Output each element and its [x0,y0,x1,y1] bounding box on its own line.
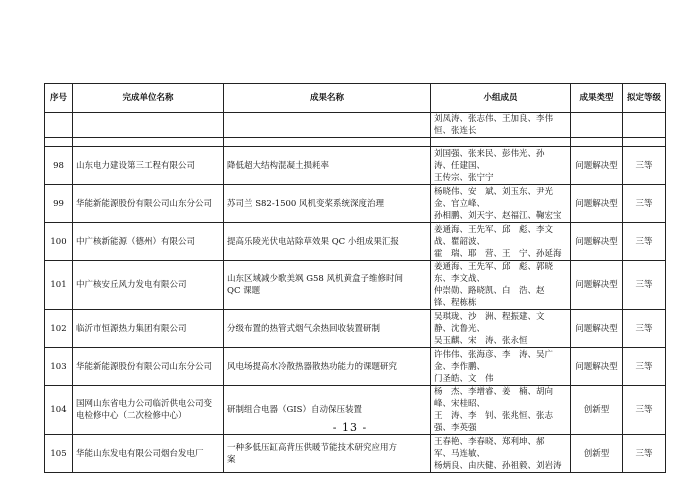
cell-no: 98 [45,147,73,185]
results-table [44,83,666,473]
cell-members: 刘凤涛、张志伟、王加良、李伟恒、张连长 [431,113,571,138]
cell-unit: 中广核新能源（德州）有限公司 [73,223,224,261]
col-header-grade: 拟定等级 [623,84,666,113]
cell-title: 苏司兰 S82-1500 风机变桨系统深度治理 [224,185,431,223]
cell-grade: 三等 [623,261,666,310]
cell-line: 案 [227,454,236,465]
header-row [45,84,666,113]
cell-type: 问题解决型 [571,261,623,310]
cell-no: 100 [45,223,73,261]
page-number: - 13 - [332,421,368,434]
cell-unit: 临沂市恒源热力集团有限公司 [73,310,224,348]
cell-no: 103 [45,348,73,386]
cell-members [431,435,571,473]
col-header-unit: 完成单位名称 [73,84,224,113]
col-header-members: 小组成员 [431,84,571,113]
table-row [45,147,666,185]
cell-type: 问题解决型 [571,223,623,261]
table-row [45,223,666,261]
cell-members [431,310,571,348]
cell-title: 分级布置的热管式烟气余热回收装置研制 [224,310,431,348]
table-row [45,435,666,473]
cell-line: 仲崇勋、路晓凯、白 浩、赵 锋、程栋栋 [434,286,554,308]
cell-type [571,113,623,138]
cell-grade: 三等 [623,435,666,473]
cell-grade: 三等 [623,310,666,348]
cell-no: 99 [45,185,73,223]
cell-line: 山东区域减少歌美飒 G58 风机黄盒子维修时间 [227,274,404,284]
cell-type: 问题解决型 [571,185,623,223]
cell-line: 吴琪珑、沙 洲、程振建、文 静、沈鲁光、 [434,311,554,334]
cell-no: 105 [45,435,73,473]
cell-line: 刘国强、张来民、彭伟光、孙 涛、任建国、 [434,148,554,171]
cell-members [431,261,571,310]
cell-no [45,113,73,138]
cell-unit: 山东电力建设第三工程有限公司 [73,147,224,185]
col-header-type: 成果类型 [571,84,623,113]
cell-unit: 中广核安丘风力发电有限公司 [73,261,224,310]
cell-line: 许伟伟、张海彦、李 涛、吴广金、李作鹏、 [434,349,554,372]
cell-line: 国网山东省电力公司临沂供电公司变 [76,399,213,409]
cell-line: 王传宗、张宁宁 [434,172,494,183]
cell-grade: 三等 [623,185,666,223]
cell-unit [73,113,224,138]
cell-grade: 三等 [623,223,666,261]
cell-line: 孙相鹏、刘天宇、赵福江、鞠宏宝 [434,210,562,221]
cell-line: 霍 瑞、耶 营、王 宁、孙延海 [434,248,562,259]
cell-no: 102 [45,310,73,348]
cell-type: 问题解决型 [571,147,623,185]
cell-line: 吴玉麒、宋 涛、张永恒 [434,335,528,346]
cell-line: 一种多低压缸高背压供暖节能技术研究应用方 [227,442,398,453]
col-header-title: 成果名称 [224,84,431,113]
cell-line: 杨 杰、李增睿、姜 楠、胡向峰、宋桂昭、 [434,387,554,409]
cell-type: 问题解决型 [571,348,623,386]
cell-title [224,435,431,473]
cell-line: 电检修中心（二次检修中心） [76,411,187,421]
cell-members [431,223,571,261]
cell-title: 风电场提高水冷散热器散热功能力的课题研究 [224,348,431,386]
cell-line: 王春艳、李春晓、郑利坤、郝 军、马连敏、 [434,436,554,459]
table-row-continued [45,113,666,138]
cell-no: 101 [45,261,73,310]
cell-grade [623,113,666,138]
cell-title [224,113,431,138]
cell-title: 提高乐陵光伏电站除草效果 QC 小组成果汇报 [224,223,431,261]
table-row [45,261,666,310]
table-spacer-row [45,138,666,147]
cell-line: 王 涛、李 钊、张兆恒、张志强、李英强 [434,411,554,433]
cell-title: 降低超大结构混凝土损耗率 [224,147,431,185]
cell-line: 杨晓伟、安 斌、刘玉东、尹光金、官立峰、 [434,186,554,209]
table-row [45,310,666,348]
cell-grade: 三等 [623,386,666,435]
cell-members [431,185,571,223]
table-row [45,348,666,386]
cell-members [431,147,571,185]
cell-grade: 三等 [623,147,666,185]
cell-type: 问题解决型 [571,310,623,348]
table-row [45,185,666,223]
cell-unit: 华能新能源股份有限公司山东分公司 [73,185,224,223]
cell-title [224,261,431,310]
cell-unit: 华能新能源股份有限公司山东分公司 [73,348,224,386]
cell-line: 门圣皓、文 伟 [434,373,494,384]
cell-line: 姜通海、王先军、邱 彪、李文战、瞿韶波、 [434,224,554,247]
cell-grade: 三等 [623,348,666,386]
cell-line: 杨炳良、由庆健、孙祖毅、刘岩涛 [434,460,562,471]
col-header-no: 序号 [45,84,73,113]
cell-type: 创新型 [571,386,623,435]
cell-line: QC 课题 [227,286,261,296]
cell-line: 姜通海、王先军、邱 彪、郭晓东、李文战、 [434,262,554,284]
cell-members [431,348,571,386]
cell-title: 研制组合电器（GIS）自动保压装置 [224,386,431,435]
cell-no: 104 [45,386,73,435]
cell-unit: 华能山东发电有限公司烟台发电厂 [73,435,224,473]
cell-type: 创新型 [571,435,623,473]
